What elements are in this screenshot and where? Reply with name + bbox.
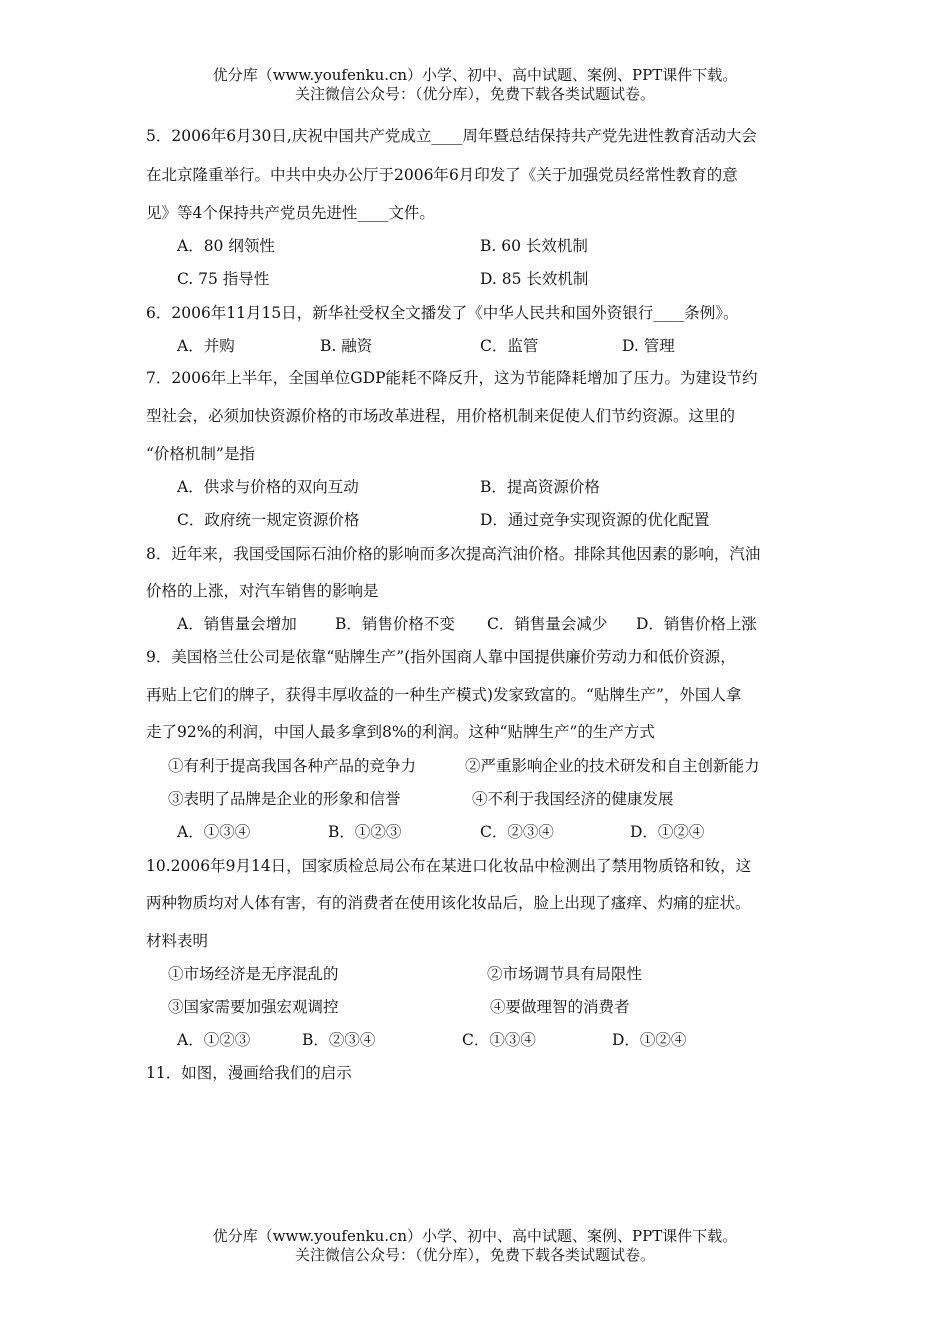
q8-option-c: C．销售量会减少	[487, 615, 608, 633]
q5-line-2: 在北京隆重举行。中共中央办公厅于2006年6月印发了《关于加强党员经常性教育的意	[146, 166, 738, 184]
q8-line-1: 8．近年来，我国受国际石油价格的影响而多次提高汽油价格。排除其他因素的影响，汽油	[146, 545, 761, 563]
q7-option-a: A．供求与价格的双向互动	[177, 478, 359, 496]
q10-option-c: C．①③④	[462, 1031, 536, 1049]
q5-line-1: 5．2006年6月30日,庆祝中国共产党成立____周年暨总结保持共产党先进性教育活动大会	[146, 127, 757, 145]
q10-statement-2: ②市场调节具有局限性	[487, 965, 643, 983]
q9-statement-4: ④不利于我国经济的健康发展	[472, 790, 674, 808]
q10-statement-3: ③国家需要加强宏观调控	[168, 998, 339, 1016]
header-line-1: 优分库（www.youfenku.cn）小学、初中、高中试题、案例、PPT课件下载。	[212, 66, 738, 84]
q9-option-d: D．①②④	[630, 823, 705, 841]
q6-option-a: A．并购	[177, 337, 235, 355]
footer-line-1: 优分库（www.youfenku.cn）小学、初中、高中试题、案例、PPT课件下载。	[212, 1227, 738, 1245]
q7-line-1: 7．2006年上半年，全国单位GDP能耗不降反升，这为节能降耗增加了压力。为建设节约	[146, 369, 758, 387]
q10-line-2: 两种物质均对人体有害，有的消费者在使用该化妆品后，脸上出现了瘙痒、灼痛的症状。	[146, 894, 751, 912]
q9-statement-2: ②严重影响企业的技术研发和自主创新能力	[465, 757, 760, 775]
footer-line-2: 关注微信公众号：（优分库），免费下载各类试题试卷。	[294, 1246, 655, 1264]
q5-option-a: A．80 纲领性	[177, 237, 275, 255]
q9-statement-3: ③表明了品牌是企业的形象和信誉	[168, 790, 401, 808]
q6-option-b: B. 融资	[320, 337, 373, 355]
q5-option-c: C. 75 指导性	[177, 270, 270, 288]
q10-line-3: 材料表明	[146, 932, 209, 950]
q6-option-c: C．监管	[480, 337, 539, 355]
q8-option-b: B．销售价格不变	[335, 615, 455, 633]
q9-line-1: 9．美国格兰仕公司是依靠“贴牌生产”(指外国商人靠中国提供廉价劳动力和低价资源，	[146, 648, 736, 666]
q10-line-1: 10.2006年9月14日，国家质检总局公布在某进口化妆品中检测出了禁用物质铬和钕，这	[146, 857, 752, 875]
header-line-2: 关注微信公众号：（优分库），免费下载各类试题试卷。	[294, 85, 655, 103]
q10-option-a: A．①②③	[177, 1031, 251, 1049]
q9-statement-1: ①有利于提高我国各种产品的竞争力	[168, 757, 417, 775]
q5-option-b: B. 60 长效机制	[480, 237, 588, 255]
q10-statement-4: ④要做理智的消费者	[490, 998, 630, 1016]
q8-line-2: 价格的上涨，对汽车销售的影响是	[146, 582, 379, 600]
q10-statement-1: ①市场经济是无序混乱的	[168, 965, 339, 983]
q5-line-3: 见》等4个保持共产党员先进性____文件。	[146, 204, 435, 222]
q7-line-2: 型社会，必须加快资源价格的市场改革进程，用价格机制来促使人们节约资源。这里的	[146, 407, 736, 425]
q7-option-c: C．政府统一规定资源价格	[177, 511, 360, 529]
q6-line-1: 6．2006年11月15日，新华社受权全文播发了《中华人民共和国外资银行____条例》。	[146, 304, 739, 322]
q9-line-2: 再贴上它们的牌子，获得丰厚收益的一种生产模式)发家致富的。“贴牌生产”，外国人拿	[146, 686, 742, 704]
q7-line-3: “价格机制”是指	[146, 445, 255, 463]
q10-option-d: D．①②④	[612, 1031, 687, 1049]
q6-option-d: D. 管理	[622, 337, 675, 355]
q5-option-d: D. 85 长效机制	[480, 270, 589, 288]
q9-option-c: C．②③④	[480, 823, 554, 841]
q9-line-3: 走了92%的利润，中国人最多拿到8%的利润。这种“贴牌生产”的生产方式	[146, 723, 655, 741]
q10-option-b: B．②③④	[302, 1031, 376, 1049]
q7-option-b: B．提高资源价格	[480, 478, 600, 496]
q9-option-b: B．①②③	[328, 823, 402, 841]
q8-option-d: D．销售价格上涨	[636, 615, 757, 633]
q7-option-d: D．通过竞争实现资源的优化配置	[480, 511, 710, 529]
q9-option-a: A．①③④	[177, 823, 251, 841]
q8-option-a: A．销售量会增加	[177, 615, 297, 633]
q11-line-1: 11．如图，漫画给我们的启示	[146, 1064, 352, 1082]
